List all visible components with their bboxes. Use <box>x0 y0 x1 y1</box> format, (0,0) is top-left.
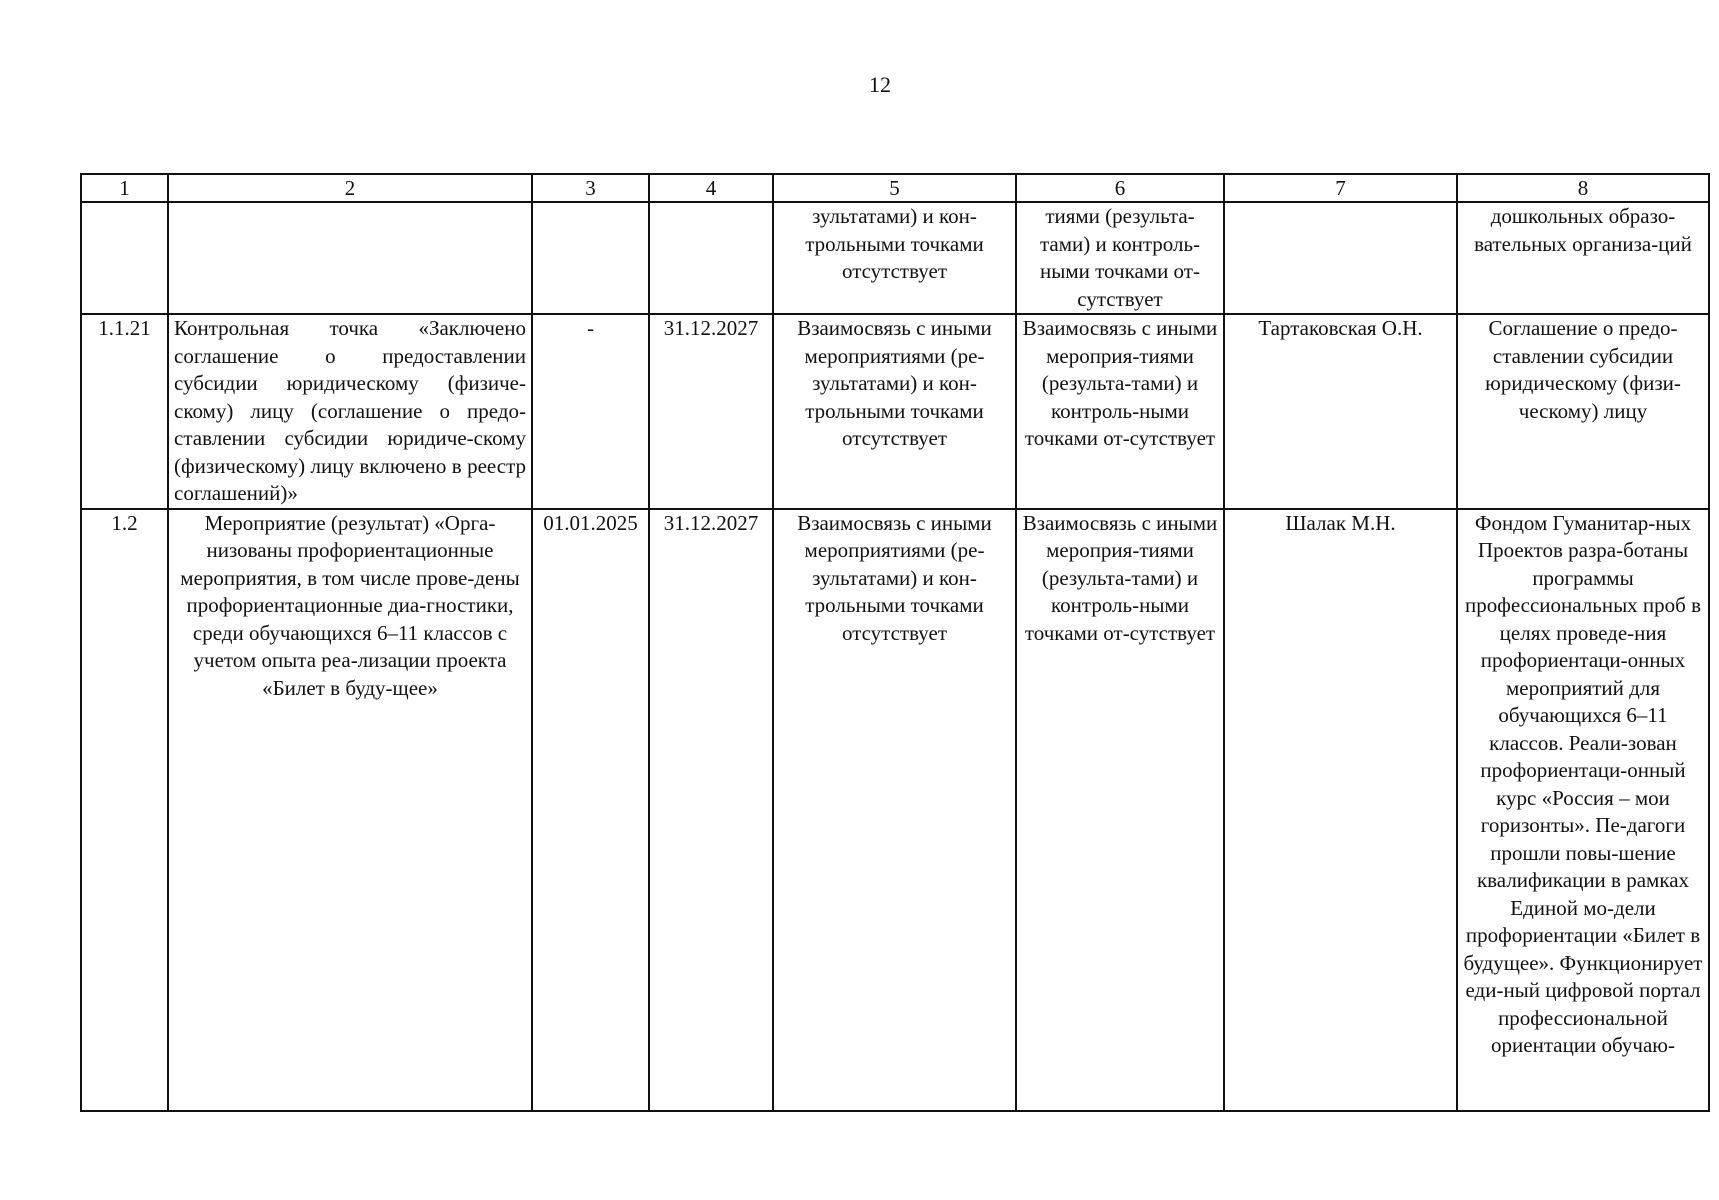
table-row <box>81 509 1709 1111</box>
row-link-events-cell: зультатами) и кон-трольными точками отсутствует <box>773 202 1016 314</box>
row-end-date-cell: 31.12.2027 <box>649 509 773 1111</box>
column-number-7: 7 <box>1224 174 1457 202</box>
row-end-date-cell: 31.12.2027 <box>649 314 773 509</box>
table-row <box>81 314 1709 509</box>
row-result-cell: дошкольных образо-вательных организа-ций <box>1457 202 1709 314</box>
column-number-8: 8 <box>1457 174 1709 202</box>
table-row <box>81 202 1709 314</box>
row-name-cell: Мероприятие (результат) «Орга-низованы профориентационные мероприятия, в том числе прове-дены профориентационные диа-гностики, среди обучающихся 6–11 классов с учетом опыта реа-лизации проекта «Билет в буду-щее» <box>168 509 532 1111</box>
row-start-date-cell: 01.01.2025 <box>532 509 649 1111</box>
row-number-cell <box>81 202 168 314</box>
row-result-cell: Соглашение о предо-ставлении субсидии юридическому (физи-ческому) лицу <box>1457 314 1709 509</box>
row-number-cell: 1.2 <box>81 509 168 1111</box>
row-start-date-cell <box>532 202 649 314</box>
column-number-4: 4 <box>649 174 773 202</box>
row-link-points-cell: тиями (результа-тами) и контроль-ными точками от-сутствует <box>1016 202 1224 314</box>
row-start-date-cell: - <box>532 314 649 509</box>
row-responsible-cell: Тартаковская О.Н. <box>1224 314 1457 509</box>
row-number-cell: 1.1.21 <box>81 314 168 509</box>
row-responsible-cell <box>1224 202 1457 314</box>
row-name-cell: Контрольная точка «Заключено соглашение о предоставлении субсидии юридическому (физиче-скому) лицу (соглашение о предо-ставлении субсидии юридиче-скому (физическому) лицу включено в реестр соглашений)» <box>168 314 532 509</box>
column-number-row <box>81 174 1709 202</box>
row-link-points-cell: Взаимосвязь с иными мероприя-тиями (результа-тами) и контроль-ными точками от-сутствует <box>1016 509 1224 1111</box>
column-number-1: 1 <box>81 174 168 202</box>
column-number-3: 3 <box>532 174 649 202</box>
row-link-events-cell: Взаимосвязь с иными мероприятиями (ре-зультатами) и кон-трольными точками отсутствует <box>773 314 1016 509</box>
row-link-events-cell: Взаимосвязь с иными мероприятиями (ре-зультатами) и кон-трольными точками отсутствует <box>773 509 1016 1111</box>
column-number-5: 5 <box>773 174 1016 202</box>
column-number-2: 2 <box>168 174 532 202</box>
row-name-cell <box>168 202 532 314</box>
row-result-cell: Фондом Гуманитар-ных Проектов разра-ботаны программы профессиональных проб в целях проведе-ния профориентаци-онных мероприятий для обучающихся 6–11 классов. Реали-зован профориентаци-онный курс «Россия – мои горизонты». Пе-дагоги прошли повы-шение квалификации в рамках Единой мо-дели профориентации «Билет в будущее». Функционирует еди-ный цифровой портал профессиональной ориентации обучаю- <box>1457 509 1709 1111</box>
page-number: 12 <box>869 72 891 97</box>
column-number-6: 6 <box>1016 174 1224 202</box>
row-link-points-cell: Взаимосвязь с иными мероприя-тиями (результа-тами) и контроль-ными точками от-сутствует <box>1016 314 1224 509</box>
row-responsible-cell: Шалак М.Н. <box>1224 509 1457 1111</box>
row-end-date-cell <box>649 202 773 314</box>
activities-table <box>80 173 1710 1112</box>
